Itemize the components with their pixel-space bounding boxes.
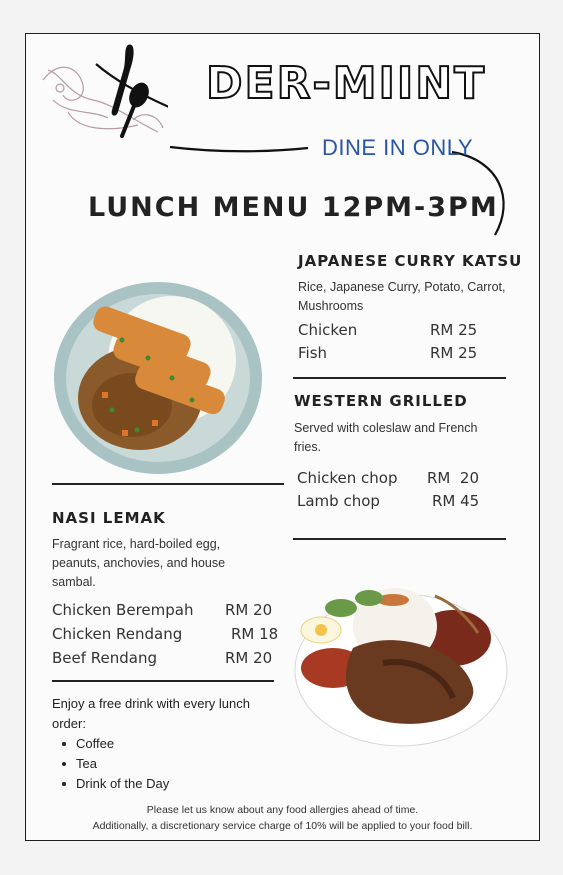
menu-item-name: Beef Rendang [52, 649, 158, 667]
nasi-lemak-photo [293, 578, 509, 748]
menu-item-price: RM 25 [430, 321, 478, 339]
dine-in-tagline: DINE IN ONLY [322, 135, 474, 160]
nasi-description-line: Fragrant rice, hard-boiled egg, [52, 537, 221, 551]
list-item: Drink of the Day [52, 774, 282, 794]
section-divider [293, 538, 506, 540]
section-divider [52, 680, 274, 682]
footer-service-charge-text: Additionally, a discretionary service charge of 10% will be applied to your food bill. [92, 820, 473, 832]
menu-item-price: RM 20 [427, 469, 479, 487]
menu-item-row [298, 318, 498, 342]
bullet-icon [62, 762, 66, 766]
western-description-line: Served with coleslaw and French [294, 421, 478, 435]
menu-item-row [297, 466, 497, 490]
menu-item-name: Chicken Rendang [52, 625, 183, 643]
western-section-title: WESTERN GRILLED [294, 392, 468, 410]
menu-item-name: Fish [298, 344, 328, 362]
brand-name: DER-MIINT [206, 58, 487, 109]
menu-item-name: Lamb chop [297, 492, 380, 510]
drink-offer-text: order: [52, 716, 86, 731]
katsu-section-title: JAPANESE CURRY KATSU [298, 252, 523, 270]
menu-title: LUNCH MENU 12PM-3PM [88, 192, 499, 223]
drink-offer [52, 694, 282, 794]
drink-offer-text: Enjoy a free drink with every lunch [52, 696, 250, 711]
footer-notice [25, 802, 540, 834]
western-description-line: fries. [294, 440, 322, 454]
list-item: Coffee [52, 734, 282, 754]
menu-item-row [297, 489, 497, 513]
menu-item-row [52, 646, 274, 670]
katsu-description-line: Mushrooms [298, 299, 364, 313]
menu-item-name: Chicken [298, 321, 358, 339]
menu-item-price: RM 18 [231, 625, 279, 643]
menu-item-name: Chicken chop [297, 469, 398, 487]
drink-options-list [52, 734, 282, 794]
bullet-icon [62, 742, 66, 746]
section-divider [52, 483, 284, 485]
footer-allergy-text: Please let us know about any food allergies ahead of time. [146, 804, 419, 816]
nasi-section-title: NASI LEMAK [52, 509, 166, 527]
menu-item-price: RM 45 [432, 492, 480, 510]
menu-item-price: RM 25 [430, 344, 478, 362]
list-item: Tea [52, 754, 282, 774]
curry-katsu-photo [52, 280, 264, 476]
menu-item-name: Chicken Berempah [52, 601, 194, 619]
katsu-description-line: Rice, Japanese Curry, Potato, Carrot, [298, 280, 506, 294]
section-divider [293, 377, 506, 379]
bullet-icon [62, 782, 66, 786]
menu-item-row [52, 598, 274, 622]
menu-item-row [298, 341, 498, 365]
menu-item-price: RM 20 [225, 601, 273, 619]
nasi-description-line: peanuts, anchovies, and house [52, 556, 226, 570]
nasi-description-line: sambal. [52, 575, 96, 589]
menu-item-row [52, 622, 279, 646]
menu-item-price: RM 20 [225, 649, 273, 667]
